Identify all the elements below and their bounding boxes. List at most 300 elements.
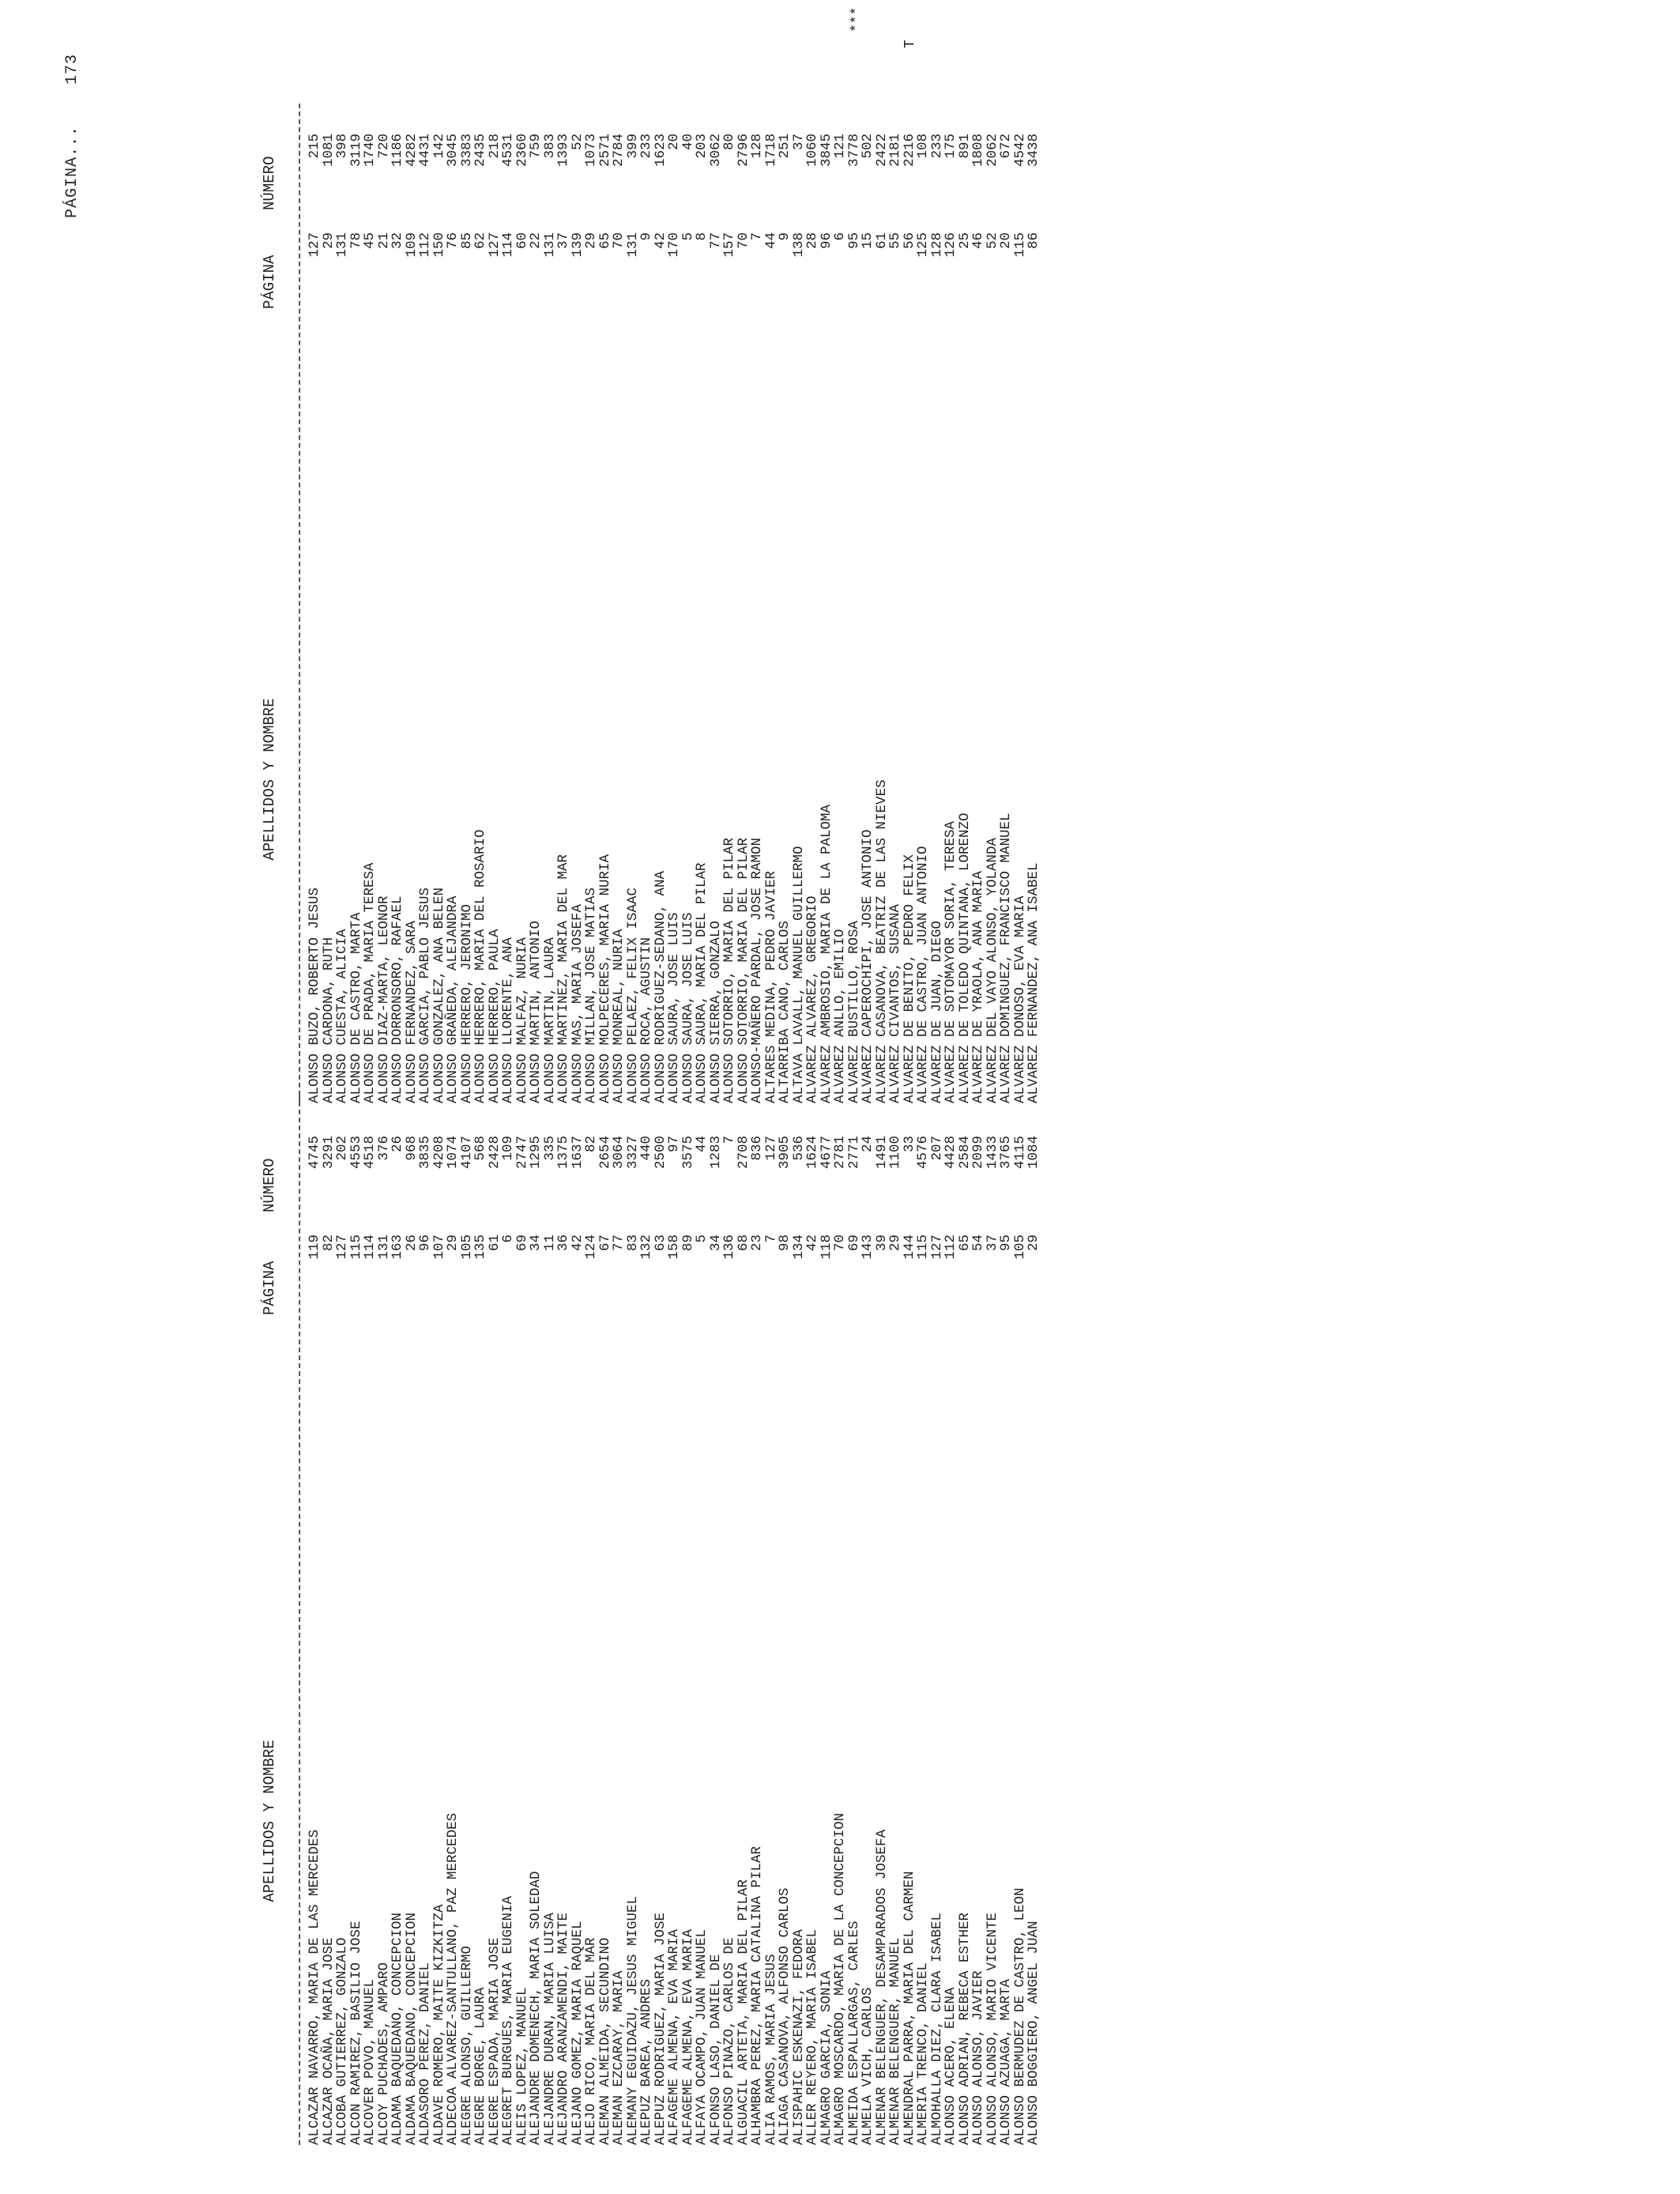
entry-name: ALONSO MARTINEZ, MARIA DEL MAR xyxy=(556,854,571,1103)
entry-page: 114 xyxy=(362,1235,378,1260)
entry-page: 26 xyxy=(403,1235,420,1252)
entry-page: 29 xyxy=(1026,1235,1042,1252)
entry-name: ALEMAN ALMEIDA, SECUNDINO xyxy=(597,1937,613,2145)
entry-name: ALONSO HERRERO, MARIA DEL ROSARIO xyxy=(473,829,488,1103)
entry-number: 215 xyxy=(307,134,322,159)
left-column xyxy=(261,1136,1042,2145)
entry-page: 8 xyxy=(694,232,710,241)
entry-name: ALMENDRAL PARRA, MARIA DEL CARMEN xyxy=(901,1871,917,2145)
entry-name: ALDECOA ALVAREZ-SANTULLANO, PAZ MERCEDES xyxy=(445,1812,461,2145)
entry-page: 56 xyxy=(901,232,917,250)
entry-name: ALONSO ALONSO, JAVIER xyxy=(970,1970,986,2145)
entry-name: ALMAGRO MOSCARDO, MARIA DE LA CONCEPCION xyxy=(832,1812,848,2145)
entry-page: 20 xyxy=(998,232,1014,250)
entry-page: 115 xyxy=(915,1235,931,1260)
entry-name: ALCON RAMIREZ, BASILIO JOSE xyxy=(348,1921,364,2145)
entry-name: ALCOY PUCHADES, AMPARO xyxy=(375,1962,392,2145)
entry-page: 163 xyxy=(390,1235,405,1260)
entry-page: 25 xyxy=(956,232,973,250)
entry-number: 4576 xyxy=(915,1136,931,1170)
entry-page: 135 xyxy=(473,1235,488,1260)
entry-name: ALONSO CARDONA, RUTH xyxy=(320,937,337,1103)
entry-page: 37 xyxy=(984,1235,1000,1252)
entry-number: 207 xyxy=(929,1136,945,1161)
entry-page: 11 xyxy=(541,1235,558,1252)
entry-number: 376 xyxy=(375,1136,392,1161)
entry-number: 175 xyxy=(943,134,959,159)
entry-number: 1186 xyxy=(390,134,405,168)
entry-page: 63 xyxy=(652,1235,669,1252)
number-column-header: NÚMERO xyxy=(261,156,278,210)
left-column-header xyxy=(261,1158,278,2145)
entry-page: 115 xyxy=(1011,232,1028,258)
entry-number: 2708 xyxy=(735,1136,751,1170)
entry-page: 5 xyxy=(694,1235,710,1243)
entry-name: ALMAGRO GARCIA, SONIA xyxy=(818,1970,834,2145)
entry-name: ALDASORO PEREZ, DANIEL xyxy=(417,1962,433,2145)
entry-number: 968 xyxy=(403,1136,420,1161)
entry-number: 37 xyxy=(790,134,807,151)
entry-name: ALONSO AZUAGA, MARTA xyxy=(998,1978,1014,2145)
entry-page: 28 xyxy=(804,232,820,250)
entry-name: ALTARRIBA CANO, CARLOS xyxy=(777,920,793,1103)
entry-page: 77 xyxy=(707,232,724,250)
entry-page: 125 xyxy=(915,232,931,258)
entry-name: ALVAREZ DE YRAOLA, ANA MARIA xyxy=(970,870,986,1103)
entry-name: ALVAREZ DE CASTRO, JUAN ANTONIO xyxy=(915,846,931,1103)
entry-name: ALMEIDA ESPALLARGAS, CARLES xyxy=(846,1921,862,2145)
entry-page: 119 xyxy=(307,1235,322,1260)
entry-number: 2571 xyxy=(597,134,613,168)
entry-page: 112 xyxy=(417,232,433,258)
entry-number: 2435 xyxy=(473,134,488,168)
entry-number: 1718 xyxy=(763,134,779,168)
entry-name: ALEMAN EZCARAY, MARIA xyxy=(611,1970,627,2145)
entry-name: ALVAREZ CAPEROCHIPI, JOSE ANTONIO xyxy=(860,829,876,1103)
entry-number: 2099 xyxy=(970,1136,986,1170)
entry-name: ALONSO ADRIAN, REBECA ESTHER xyxy=(956,1912,973,2145)
header-rule xyxy=(299,104,300,1103)
entry-number: 251 xyxy=(777,134,793,159)
entry-number: 4553 xyxy=(348,1136,364,1170)
entry-number: 44 xyxy=(694,1136,710,1153)
entry-page: 65 xyxy=(956,1235,973,1252)
entry-name: ALONSO-MAÑERO PARDAL, JOSE RAMON xyxy=(749,837,765,1103)
entry-name: ALONSO SAURA, JOSE LUIS xyxy=(666,912,682,1103)
entry-page: 98 xyxy=(777,1235,793,1252)
entry-page: 67 xyxy=(597,1235,613,1252)
entry-page: 42 xyxy=(804,1235,820,1252)
entry-page: 9 xyxy=(777,232,793,241)
entry-page: 170 xyxy=(666,232,682,258)
entry-name: ALONSO LLORENTE, ANA xyxy=(500,937,516,1103)
entry-name: ALONSO MALFAZ, NURIA xyxy=(514,937,530,1103)
entry-number: 1808 xyxy=(970,134,986,168)
entry-name: ALEJANDRE DOMENECH, MARIA SOLEDAD xyxy=(528,1871,544,2145)
entry-name: ALTAVA LAVALL, MANUEL GUILLERMO xyxy=(790,846,807,1103)
entry-page: 114 xyxy=(500,232,516,258)
entry-name: ALVAREZ DE TOLEDO QUINTANA, LORENZO xyxy=(956,812,973,1103)
entry-number: 536 xyxy=(790,1136,807,1161)
entry-number: 3119 xyxy=(348,134,364,168)
entry-page: 95 xyxy=(998,1235,1014,1252)
entry-page: 127 xyxy=(486,232,503,258)
entry-page: 6 xyxy=(500,1235,516,1243)
entry-page: 115 xyxy=(348,1235,364,1260)
entry-name: ALONSO MOLPECERES, MARIA NURIA xyxy=(597,854,613,1103)
entry-page: 36 xyxy=(556,1235,571,1252)
page-number: 173 xyxy=(63,53,81,85)
entry-number: 335 xyxy=(541,1136,558,1161)
entry-number: 4282 xyxy=(403,134,420,168)
entry-page: 150 xyxy=(431,232,447,258)
header-rule xyxy=(299,1094,300,2145)
entry-name: ALCAZAR NAVARRO, MARIA DE LAS MERCEDES xyxy=(307,1829,322,2145)
entry-name: ALONSO RODRIGUEZ-SEDANO, ANA xyxy=(652,870,669,1103)
entry-name: ALONSO MONREAL, NURIA xyxy=(611,929,627,1103)
entry-page: 5 xyxy=(680,232,696,241)
entry-number: 127 xyxy=(763,1136,779,1161)
entry-page: 126 xyxy=(943,232,959,258)
entry-name: ALCOBA GUTIERREZ, GONZALO xyxy=(334,1937,350,2145)
entry-number: 3045 xyxy=(445,134,461,168)
entry-name: ALMENAR BELENGUER, DESAMPARADOS JOSEFA xyxy=(873,1829,890,2145)
entry-number: 2422 xyxy=(873,134,890,168)
entry-page: 131 xyxy=(541,232,558,258)
entry-name: ALONSO HERRERO, JERONIMO xyxy=(458,903,475,1103)
entry-name: ALVAREZ DE JUAN, DIEGO xyxy=(929,920,945,1103)
entry-page: 29 xyxy=(320,232,337,250)
entry-name: ALDAVE ROMERO, MAITE KIZKITZA xyxy=(431,1904,447,2145)
entry-name: ALVAREZ AMBROSIO, MARIA DE LA PALOMA xyxy=(818,804,834,1103)
entry-name: ALEJANO GOMEZ, MARIA RAQUEL xyxy=(569,1921,586,2145)
entry-number: 40 xyxy=(680,134,696,151)
entry-name: ALEGRET BURGUES, MARIA EUGENIA xyxy=(500,1895,516,2145)
entry-page: 109 xyxy=(403,232,420,258)
entry-number: 2747 xyxy=(514,1136,530,1170)
page-column-header: PÁGINA xyxy=(261,1261,278,1315)
entry-number: 121 xyxy=(832,134,848,159)
entry-page: 70 xyxy=(832,1235,848,1252)
entry-page: 78 xyxy=(348,232,364,250)
entry-page: 70 xyxy=(611,232,627,250)
number-column-header: NÚMERO xyxy=(261,1158,278,1212)
entry-page: 132 xyxy=(638,1235,654,1260)
entry-page: 86 xyxy=(1026,232,1042,250)
entry-number: 383 xyxy=(541,134,558,159)
entry-name: ALVAREZ ANLLO, EMILIO xyxy=(832,929,848,1103)
entry-number: 3765 xyxy=(998,1136,1014,1170)
entry-page: 105 xyxy=(458,1235,475,1260)
entry-number: 3778 xyxy=(846,134,862,168)
entry-number: 1375 xyxy=(556,1136,571,1170)
entry-number: 1295 xyxy=(528,1136,544,1170)
entry-name: ALVAREZ DOMINGUEZ, FRANCISCO MANUEL xyxy=(998,812,1014,1103)
entry-name: ALVAREZ DE BENITO, PEDRO FELIX xyxy=(901,854,917,1103)
entry-name: ALIAGA CASANOVA, ALFONSO CARLOS xyxy=(777,1887,793,2145)
entry-number: 3327 xyxy=(624,1136,641,1170)
entry-number: 1624 xyxy=(804,1136,820,1170)
entry-page: 85 xyxy=(458,232,475,250)
entry-number: 20 xyxy=(666,134,682,151)
entry-page: 55 xyxy=(887,232,903,250)
entry-number: 891 xyxy=(956,134,973,159)
entry-name: ALONSO BERMUDEZ DE CASTRO, LEON xyxy=(1011,1887,1028,2145)
name-column-header: APELLIDOS Y NOMBRE xyxy=(261,698,278,861)
entry-name: ALMENAR BELENGUER, MANUEL xyxy=(887,1937,903,2145)
entry-name: ALEPUZ RODRIGUEZ, MARIA JOSE xyxy=(652,1912,669,2145)
entry-number: 502 xyxy=(860,134,876,159)
entry-name: ALISPAHIC ESKENAZI, FEDORA xyxy=(790,1928,807,2145)
entry-number: 2784 xyxy=(611,134,627,168)
entry-number: 1100 xyxy=(887,1136,903,1170)
entry-name: ALVAREZ FERNANDEZ, ANA ISABEL xyxy=(1026,862,1042,1103)
entry-page: 157 xyxy=(721,232,737,258)
entry-page: 37 xyxy=(556,232,571,250)
entry-number: 440 xyxy=(638,1136,654,1161)
entry-number: 2584 xyxy=(956,1136,973,1170)
entry-number: 4431 xyxy=(417,134,433,168)
entry-name: ALFAGEME ALMENA, EVA MARIA xyxy=(666,1928,682,2145)
entry-name: ALCOVER POVO, MANUEL xyxy=(362,1978,378,2145)
entry-number: 1623 xyxy=(652,134,669,168)
entry-number: 4531 xyxy=(500,134,516,168)
entry-number: 1433 xyxy=(984,1136,1000,1170)
entry-number: 672 xyxy=(998,134,1014,159)
entry-number: 3438 xyxy=(1026,134,1042,168)
entry-name: ALEJO RICO, MARIA DEL MAR xyxy=(583,1937,599,2145)
entry-page: 96 xyxy=(818,232,834,250)
entry-name: ALONSO DORRONSORO, RAFAEL xyxy=(390,895,405,1103)
entry-number: 1081 xyxy=(320,134,337,168)
entry-name: ALFONSO LASO, DANIEL DE xyxy=(707,1954,724,2145)
entry-number: 3291 xyxy=(320,1136,337,1170)
entry-number: 3062 xyxy=(707,134,724,168)
entry-number: 4115 xyxy=(1011,1136,1028,1170)
entry-name: ALONSO CUESTA, ALICIA xyxy=(334,929,350,1103)
entry-number: 2781 xyxy=(832,1136,848,1170)
entry-number: 1740 xyxy=(362,134,378,168)
entry-page: 15 xyxy=(860,232,876,250)
entry-number: 2181 xyxy=(887,134,903,168)
entry-number: 1283 xyxy=(707,1136,724,1170)
entry-page: 112 xyxy=(943,1235,959,1260)
entry-number: 3845 xyxy=(818,134,834,168)
entry-name: ALGUACIL ARTETA, MARIA DEL PILAR xyxy=(735,1879,751,2145)
entry-name: ALEJANDRE DURAN, MARIA LUISA xyxy=(541,1912,558,2145)
entry-name: ALEMANY EGUIDAZU, JESUS MIGUEL xyxy=(624,1895,641,2145)
page-label: PÁGINA... xyxy=(63,125,81,218)
entry-number: 398 xyxy=(334,134,350,159)
entry-page: 44 xyxy=(763,232,779,250)
entry-name: ALVAREZ DEL VAYO ALONSO, YOLANDA xyxy=(984,837,1000,1103)
entry-page: 134 xyxy=(790,1235,807,1260)
entry-page: 6 xyxy=(832,232,848,241)
entry-name: ALDAMA BAQUEDANO, CONCEPCION xyxy=(403,1912,420,2145)
entry-number: 2062 xyxy=(984,134,1000,168)
entry-number: 24 xyxy=(860,1136,876,1153)
entry-page: 42 xyxy=(569,1235,586,1252)
entry-page: 136 xyxy=(721,1235,737,1260)
entry-page: 118 xyxy=(818,1235,834,1260)
entry-name: ALDAMA BAQUEDANO, CONCEPCION xyxy=(390,1912,405,2145)
entry-page: 105 xyxy=(1011,1235,1028,1260)
entry-page: 69 xyxy=(846,1235,862,1252)
entry-number: 142 xyxy=(431,134,447,159)
entry-page: 89 xyxy=(680,1235,696,1252)
entry-number: 233 xyxy=(929,134,945,159)
entry-page: 131 xyxy=(334,232,350,258)
entry-page: 34 xyxy=(528,1235,544,1252)
entry-number: 203 xyxy=(694,134,710,159)
entry-name: ALVAREZ ALVAREZ, GREGORIO xyxy=(804,895,820,1103)
entry-page: 29 xyxy=(445,1235,461,1252)
entry-page: 82 xyxy=(320,1235,337,1252)
entry-number: 4107 xyxy=(458,1136,475,1170)
entry-page: 131 xyxy=(624,232,641,258)
entry-name: ALEPUZ BAREA, ANDRES xyxy=(638,1978,654,2145)
entry-name: ALONSO MAS, MARIA JOSEFA xyxy=(569,903,586,1103)
entry-name: ALONSO ALONSO, MARIO VICENTE xyxy=(984,1912,1000,2145)
entry-page: 138 xyxy=(790,232,807,258)
entry-name: ALEGRE ALONSO, GUILLERMO xyxy=(458,1945,475,2145)
entry-number: 109 xyxy=(500,1136,516,1161)
entry-number: 399 xyxy=(624,134,641,159)
entry-number: 568 xyxy=(473,1136,488,1161)
page-column-header: PÁGINA xyxy=(261,254,278,309)
entry-number: 4677 xyxy=(818,1136,834,1170)
entry-number: 80 xyxy=(721,134,737,151)
entry-page: 46 xyxy=(970,232,986,250)
entry-page: 7 xyxy=(763,1235,779,1243)
entry-number: 1060 xyxy=(804,134,820,168)
entry-number: 2771 xyxy=(846,1136,862,1170)
entry-name: ALONSO DIAZ-MARTA, LEONOR xyxy=(375,895,392,1103)
entry-page: 21 xyxy=(375,232,392,250)
entry-number: 836 xyxy=(749,1136,765,1161)
entry-number: 3064 xyxy=(611,1136,627,1170)
entry-number: 128 xyxy=(749,134,765,159)
entry-number: 4518 xyxy=(362,1136,378,1170)
entry-name: ALEGRE ESPADA, MARIA JOSE xyxy=(486,1937,503,2145)
entry-page: 144 xyxy=(901,1235,917,1260)
entry-name: ALEGRE BORGE, LAURA xyxy=(473,1987,488,2145)
entry-name: ALFAYA OCAMPO, JUAN MANUEL xyxy=(694,1928,710,2145)
entry-page: 68 xyxy=(735,1235,751,1252)
entry-number: 233 xyxy=(638,134,654,159)
entry-name: ALONSO SOTORRIO, MARIA DEL PILAR xyxy=(735,837,751,1103)
entry-name: ALVAREZ CIVANTOS, SUSANA xyxy=(887,903,903,1103)
right-column xyxy=(261,134,1042,1103)
entry-number: 2796 xyxy=(735,134,751,168)
entry-page: 127 xyxy=(929,1235,945,1260)
entry-page: 143 xyxy=(860,1235,876,1260)
entry-name: ALEIS LOPEZ, MANUEL xyxy=(514,1987,530,2145)
entry-number: 202 xyxy=(334,1136,350,1161)
entry-page: 61 xyxy=(486,1235,503,1252)
entry-name: ALONSO MILLAN, JOSE MATIAS xyxy=(583,887,599,1103)
entry-number: 720 xyxy=(375,134,392,159)
margin-t-mark: T xyxy=(902,40,918,48)
entry-page: 29 xyxy=(887,1235,903,1252)
entry-number: 3575 xyxy=(680,1136,696,1170)
entry-number: 4745 xyxy=(307,1136,322,1170)
entry-page: 127 xyxy=(307,232,322,258)
entry-name: ALMELA VICH, CARLOS xyxy=(860,1987,876,2145)
entry-name: ALLER REYERO, MARIA ISABEL xyxy=(804,1928,820,2145)
entry-page: 61 xyxy=(873,232,890,250)
entry-number: 3905 xyxy=(777,1136,793,1170)
entry-name: ALONSO SAURA, MARIA DEL PILAR xyxy=(694,862,710,1103)
entry-number: 1073 xyxy=(583,134,599,168)
entry-name: ALONSO MARTIN, LAURA xyxy=(541,937,558,1103)
entry-number: 108 xyxy=(915,134,931,159)
entry-page: 45 xyxy=(362,232,378,250)
entry-page: 76 xyxy=(445,232,461,250)
entry-name: ALONSO SAURA, JOSE LUIS xyxy=(680,912,696,1103)
entry-page: 124 xyxy=(583,1235,599,1260)
entry-page: 69 xyxy=(514,1235,530,1252)
entry-number: 4428 xyxy=(943,1136,959,1170)
entry-number: 2216 xyxy=(901,134,917,168)
entry-page: 127 xyxy=(334,1235,350,1260)
entry-name: ALEJANDRO ARANZAMENDI, MAITE xyxy=(556,1912,571,2145)
entry-page: 65 xyxy=(597,232,613,250)
entry-page: 158 xyxy=(666,1235,682,1260)
entry-page: 96 xyxy=(417,1235,433,1252)
entry-number: 7 xyxy=(721,1136,737,1144)
entry-number: 97 xyxy=(666,1136,682,1153)
entry-page: 77 xyxy=(611,1235,627,1252)
entry-name: ALONSO ACERO, ELENA xyxy=(943,1987,959,2145)
entry-page: 42 xyxy=(652,232,669,250)
entry-name: ALVAREZ CASANOVA, BEATRIZ DE LAS NIEVES xyxy=(873,779,890,1103)
entry-number: 26 xyxy=(390,1136,405,1153)
entry-name: ALONSO DE CASTRO, MARTA xyxy=(348,912,364,1103)
entry-number: 82 xyxy=(583,1136,599,1153)
entry-page: 22 xyxy=(528,232,544,250)
entry-name: ALHAMBRA PEREZ, MARIA CATALINA PILAR xyxy=(749,1845,765,2145)
entry-name: ALMOHALLA DIEZ, CLARA ISABEL xyxy=(929,1912,945,2145)
entry-page: 60 xyxy=(514,232,530,250)
entry-page: 52 xyxy=(984,232,1000,250)
entry-name: ALVAREZ DE SOTOMAYOR SORIA, TERESA xyxy=(943,820,959,1103)
entry-page: 9 xyxy=(638,232,654,241)
entry-page: 139 xyxy=(569,232,586,258)
entry-number: 33 xyxy=(901,1136,917,1153)
entry-page: 83 xyxy=(624,1235,641,1252)
entry-number: 1074 xyxy=(445,1136,461,1170)
entry-name: ALONSO MARTIN, ANTONIO xyxy=(528,920,544,1103)
entry-page: 23 xyxy=(749,1235,765,1252)
entry-number: 759 xyxy=(528,134,544,159)
entry-page: 7 xyxy=(749,232,765,241)
right-column-header xyxy=(261,156,278,1103)
entry-name: ALONSO BUZO, ROBERTO JESUS xyxy=(307,887,322,1103)
entry-number: 1637 xyxy=(569,1136,586,1170)
entry-name: ALIA RAMOS, MARIA JESUS xyxy=(763,1954,779,2145)
entry-name: ALONSO PELAEZ, FELIX ISAAC xyxy=(624,887,641,1103)
entry-number: 4542 xyxy=(1011,134,1028,168)
entry-name: ALONSO BOGGIERO, ANGEL JUAN xyxy=(1026,1921,1042,2145)
entry-page: 32 xyxy=(390,232,405,250)
entry-page: 131 xyxy=(375,1235,392,1260)
entry-name: ALONSO GRAÑEDA, ALEJANDRA xyxy=(445,895,461,1103)
entry-number: 1393 xyxy=(556,134,571,168)
entry-name: ALTARES MEDINA, PEDRO JAVIER xyxy=(763,870,779,1103)
page-indicator xyxy=(63,54,81,218)
entry-page: 29 xyxy=(583,232,599,250)
